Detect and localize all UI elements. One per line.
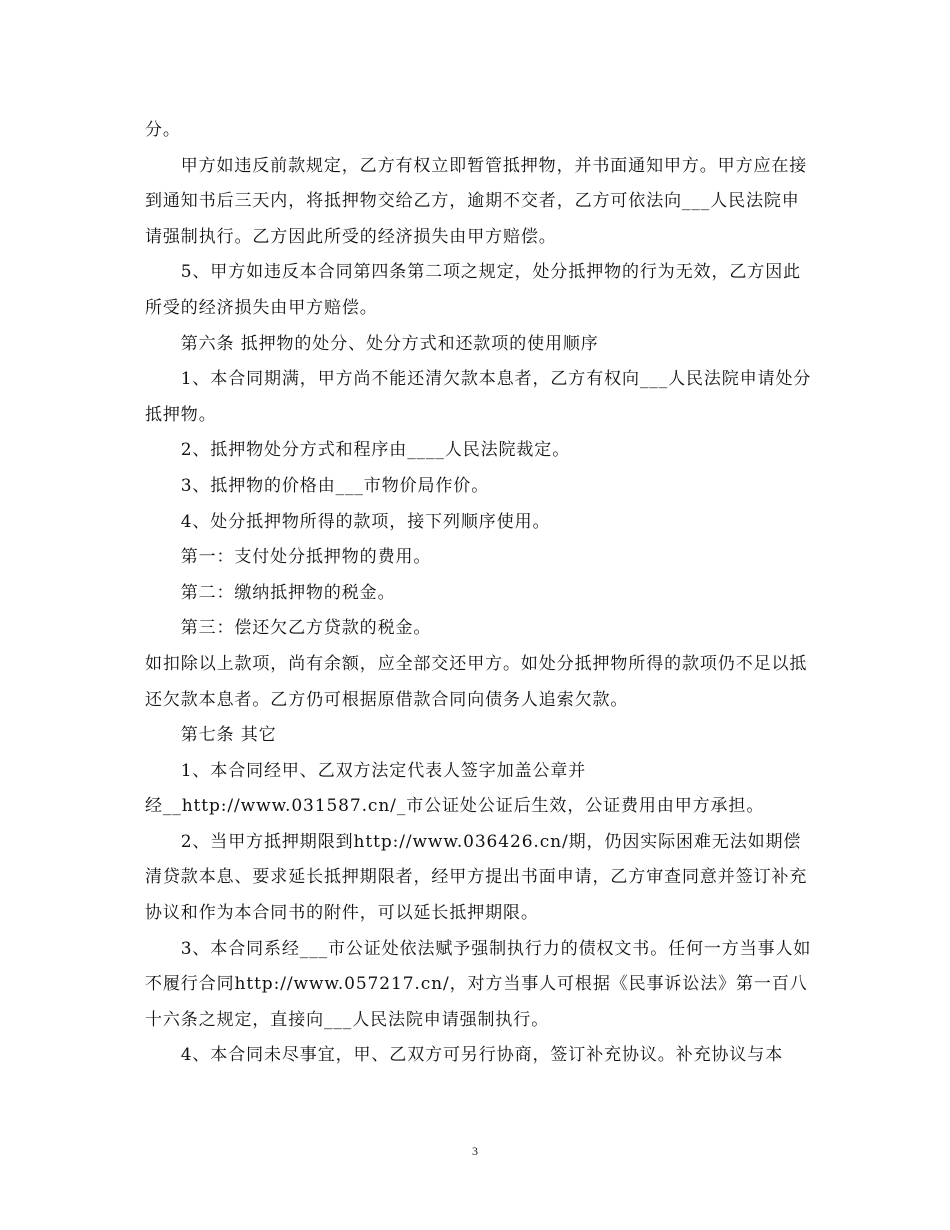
paragraph: 4、处分抵押物所得的款项，接下列顺序使用。	[180, 511, 551, 532]
paragraph: 4、本合同未尽事宜，甲、乙双方可另行协商，签订补充协议。补充协议与本	[180, 1045, 784, 1066]
paragraph: 3、抵押物的价格由___市物价局作价。	[180, 475, 490, 496]
paragraph: 2、抵押物处分方式和程序由____人民法院裁定。	[180, 440, 571, 461]
paragraph: 甲方如违反前款规定，乙方有权立即暂管抵押物，并书面通知甲方。甲方应在接到通知书后三天内，将抵押物交给乙方，逾期不交者，乙方可依法向___人民法院申请强制执行。乙方因此所受的经济损失由甲方赔偿。	[145, 155, 808, 247]
paragraph: 3、本合同系经___市公证处依法赋予强制执行力的债权文书。任何一方当事人如不履行合同http://www.057217.cn/，对方当事人可根据《民事诉讼法》第一百八十六条之规定，直接向___人民法院申请强制执行。	[145, 938, 812, 1030]
section-heading: 第七条 其它	[180, 725, 277, 746]
page-number: 3	[472, 1144, 478, 1158]
paragraph: 第三：偿还欠乙方贷款的税金。	[180, 618, 432, 639]
paragraph: 第一：支付处分抵押物的费用。	[180, 547, 432, 568]
section-heading: 第六条 抵押物的处分、处分方式和还款项的使用顺序	[180, 333, 599, 354]
paragraph: 第二：缴纳抵押物的税金。	[180, 582, 396, 603]
document-body	[145, 113, 815, 1074]
paragraph: 1、本合同经甲、乙双方法定代表人签字加盖公章并 经__http://www.031587.cn/_市公证处公证后生效，公证费用由甲方承担。	[145, 760, 765, 817]
paragraph: 1、本合同期满，甲方尚不能还清欠款本息者，乙方有权向___人民法院申请处分抵押物。	[145, 369, 812, 425]
paragraph: 如扣除以上款项，尚有余额，应全部交还甲方。如处分抵押物所得的款项仍不足以抵还欠款本息者。乙方仍可根据原借款合同向债务人追索欠款。	[145, 653, 808, 710]
paragraph: 分。	[145, 120, 181, 140]
paragraph: 5、甲方如违反本合同第四条第二项之规定，处分抵押物的行为无效，乙方因此所受的经济损失由甲方赔偿。	[145, 262, 802, 318]
paragraph: 2、当甲方抵押期限到http://www.036426.cn/期，仍因实际困难无法如期偿清贷款本息、要求延长抵押期限者，经甲方提出书面申请，乙方审查同意并签订补充协议和作为本合同书的附件，可以延长抵押期限。	[145, 831, 808, 924]
